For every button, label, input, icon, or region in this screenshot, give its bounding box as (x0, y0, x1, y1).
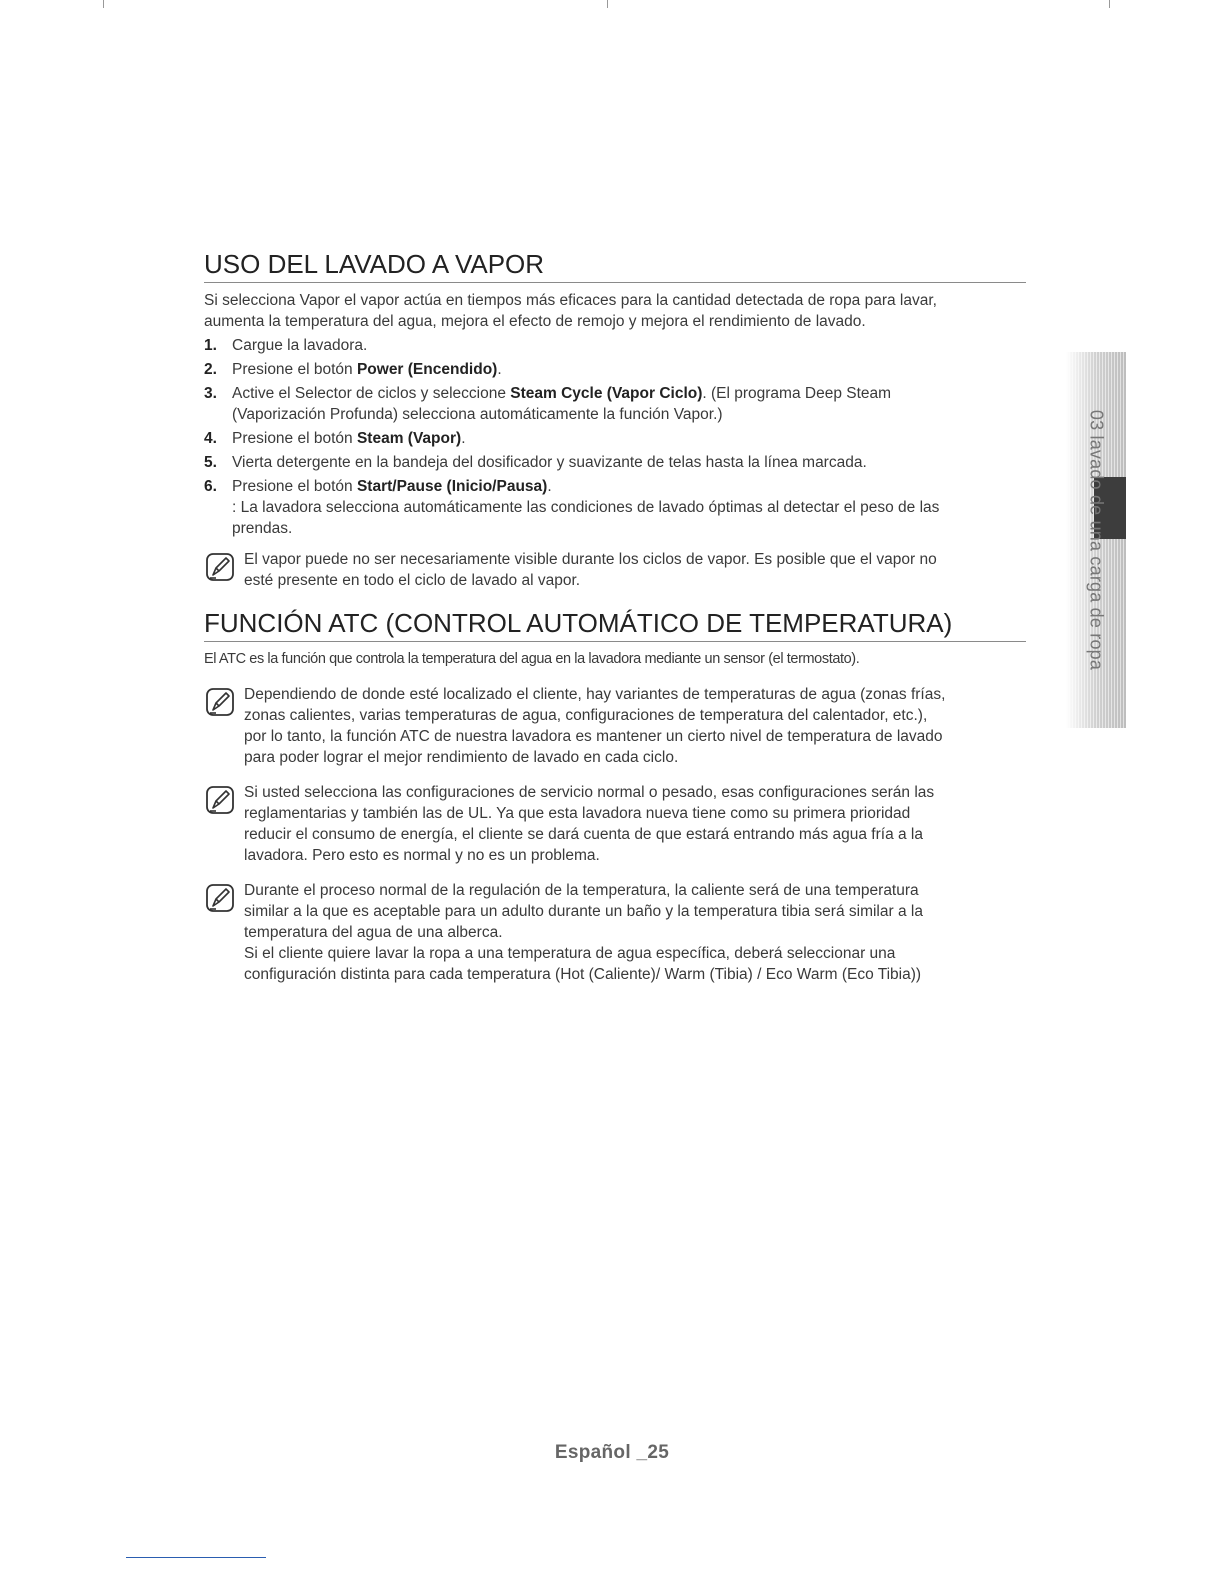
note-line: El vapor puede no ser necesariamente visible durante los ciclos de vapor. Es posible que el vapor no (244, 551, 937, 568)
crop-mark-center (607, 0, 608, 8)
note-line: temperatura del agua de una alberca. (244, 924, 503, 941)
step-number: 2. (204, 361, 217, 378)
step-text: Presione el botón (232, 361, 357, 378)
list-item (204, 383, 1026, 425)
intro-line: Si selecciona Vapor el vapor actúa en tiempos más eficaces para la cantidad detectada de ropa para lavar, (204, 292, 937, 309)
note-block (204, 782, 1026, 866)
section-intro-atc (204, 649, 1026, 670)
section-title-vapor: USO DEL LAVADO A VAPOR (204, 248, 1026, 283)
step-subtext: : La lavadora selecciona automáticamente las condiciones de lavado óptimas al detectar el peso de las (232, 499, 940, 516)
step-number: 5. (204, 454, 217, 471)
step-bold: Power (Encendido) (356, 361, 498, 378)
step-text: Vierta detergente en la bandeja del dosificador y suavizante de telas hasta la línea marcada. (232, 454, 867, 471)
steps-list (204, 335, 1026, 539)
note-block (204, 549, 1026, 591)
crop-mark-right (1109, 0, 1110, 8)
note-line: para poder lograr el mejor rendimiento de lavado en cada ciclo. (244, 749, 679, 766)
step-text-continued: (Vaporización Profunda) selecciona automáticamente la función Vapor.) (232, 406, 723, 423)
note-block (204, 684, 1026, 768)
note-block (204, 880, 1026, 985)
crop-mark-left (103, 0, 104, 8)
section-intro-vapor (204, 290, 1026, 332)
step-text: Presione el botón (232, 430, 357, 447)
note-pencil-icon (204, 784, 236, 816)
list-item (204, 428, 1026, 449)
page-number: Español _25 (554, 1442, 670, 1463)
intro-line: aumenta la temperatura del agua, mejora el efecto de remojo y mejora el rendimiento de lavado. (204, 313, 866, 330)
note-pencil-icon (204, 551, 236, 583)
chapter-side-tab (1066, 352, 1126, 728)
note-line: configuración distinta para cada temperatura (Hot (Caliente)/ Warm (Tibia) / Eco Warm (Eco Tibia)) (244, 966, 922, 983)
note-line: zonas calientes, varias temperaturas de agua, configuraciones de temperatura del calentador, etc.), (244, 707, 928, 724)
step-text: Presione el botón (232, 478, 357, 495)
note-line: reglamentarias y también las de UL. Ya que esta lavadora nueva tiene como su primera prioridad (244, 805, 911, 822)
step-text-end: . (547, 478, 552, 495)
note-line: similar a la que es aceptable para un adulto durante un baño y la temperatura tibia será similar a la (244, 903, 923, 920)
step-bold: Steam (Vapor) (356, 430, 462, 447)
note-line: Durante el proceso normal de la regulación de la temperatura, la caliente será de una temperatura (244, 882, 919, 899)
step-number: 3. (204, 385, 217, 402)
intro-line: El ATC es la función que controla la temperatura del agua en la lavadora mediante un sensor (el termostato). (204, 651, 860, 667)
page-content (204, 248, 1026, 985)
step-text: Active el Selector de ciclos y seleccione (232, 385, 511, 402)
note-line: Si el cliente quiere lavar la ropa a una temperatura de agua específica, deberá seleccionar una (244, 945, 896, 962)
list-item (204, 476, 1026, 539)
step-subtext: prendas. (232, 520, 293, 537)
note-line: esté presente en todo el ciclo de lavado al vapor. (244, 572, 581, 589)
step-number: 1. (204, 337, 217, 354)
list-item (204, 452, 1026, 473)
note-pencil-icon (204, 686, 236, 718)
note-line: Dependiendo de donde esté localizado el cliente, hay variantes de temperaturas de agua (zonas frías, (244, 686, 946, 703)
note-line: reducir el consumo de energía, el cliente se dará cuenta de que estará entrando más agua fría a la (244, 826, 923, 843)
step-bold: Steam Cycle (Vapor Ciclo) (510, 385, 703, 402)
section-title-atc: FUNCIÓN ATC (CONTROL AUTOMÁTICO DE TEMPERATURA) (204, 607, 1026, 642)
note-line: lavadora. Pero esto es normal y no es un problema. (244, 847, 600, 864)
list-item (204, 335, 1026, 356)
note-line: por lo tanto, la función ATC de nuestra lavadora es mantener un cierto nivel de temperatura de lavado (244, 728, 943, 745)
step-text-end: . (461, 430, 466, 447)
step-text-end: . (497, 361, 502, 378)
note-pencil-icon (204, 882, 236, 914)
footer-divider (126, 1557, 266, 1558)
step-number: 4. (204, 430, 217, 447)
step-bold: Start/Pause (Inicio/Pausa) (356, 478, 548, 495)
note-line: Si usted selecciona las configuraciones de servicio normal o pesado, esas configuraciones serán las (244, 784, 935, 801)
chapter-tab-label: 03 lavado de una carga de ropa (1086, 409, 1107, 671)
list-item (204, 359, 1026, 380)
step-text: Cargue la lavadora. (232, 337, 368, 354)
step-text-end: . (El programa Deep Steam (702, 385, 892, 402)
step-number: 6. (204, 478, 217, 495)
